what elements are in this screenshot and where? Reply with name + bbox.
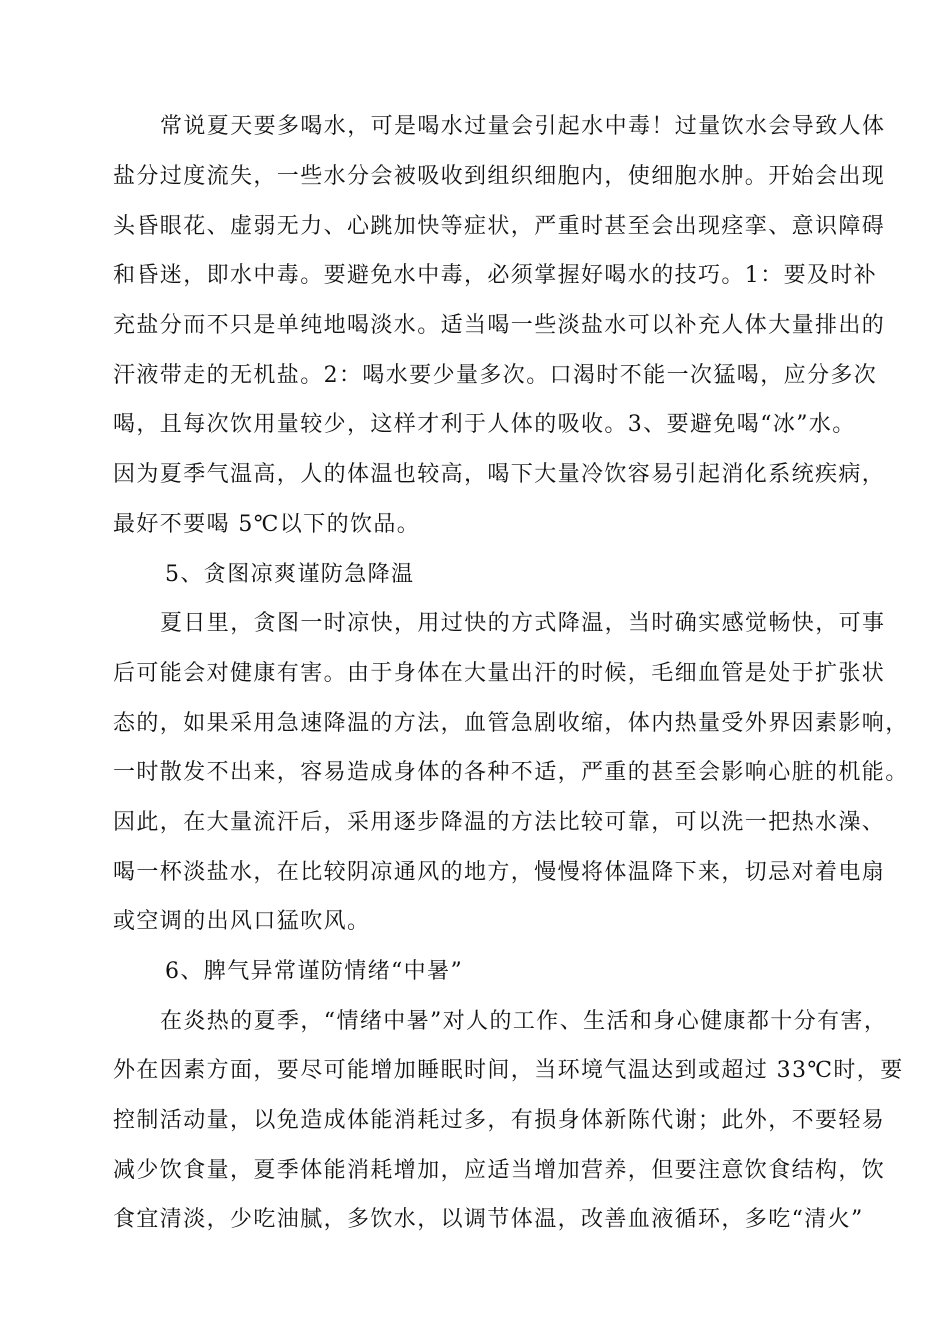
paragraph-line: 头昏眼花、虚弱无力、心跳加快等症状，严重时甚至会出现痉挛、意识障碍 — [113, 214, 886, 239]
paragraph-line: 喝，且每次饮用量较少，这样才利于人体的吸收。3、要避免喝“冰”水。 — [113, 412, 856, 437]
paragraph-line: 后可能会对健康有害。由于身体在大量出汗的时候，毛细血管是处于扩张状 — [113, 661, 886, 686]
paragraph-line: 和昏迷，即水中毒。要避免水中毒，必须掌握好喝水的技巧。1：要及时补 — [113, 263, 878, 288]
paragraph-line: 常说夏天要多喝水，可是喝水过量会引起水中毒！过量饮水会导致人体 — [160, 114, 886, 139]
paragraph-line: 因为夏季气温高，人的体温也较高，喝下大量冷饮容易引起消化系统疾病， — [113, 462, 886, 487]
paragraph-line: 食宜清淡，少吃油腻，多饮水，以调节体温，改善血液循环，多吃“清火” — [113, 1207, 864, 1232]
paragraph-line: 在炎热的夏季，“情绪中暑”对人的工作、生活和身心健康都十分有害， — [160, 1009, 888, 1034]
section-heading: 6、脾气异常谨防情绪“中暑” — [165, 959, 464, 984]
paragraph-line: 喝一杯淡盐水，在比较阴凉通风的地方，慢慢将体温降下来，切忌对着电扇 — [113, 860, 886, 885]
section-heading: 5、贪图凉爽谨防急降温 — [165, 562, 415, 587]
paragraph-line: 或空调的出风口猛吹风。 — [113, 909, 371, 934]
paragraph-line: 最好不要喝 5℃以下的饮品。 — [113, 512, 421, 537]
paragraph-line: 外在因素方面，要尽可能增加睡眠时间，当环境气温达到或超过 33℃时，要 — [113, 1058, 904, 1083]
paragraph-line: 因此，在大量流汗后，采用逐步降温的方法比较可靠，可以洗一把热水澡、 — [113, 810, 886, 835]
paragraph-line: 盐分过度流失，一些水分会被吸收到组织细胞内，使细胞水肿。开始会出现 — [113, 164, 886, 189]
paragraph-line: 减少饮食量，夏季体能消耗增加，应适当增加营养，但要注意饮食结构，饮 — [113, 1158, 886, 1183]
paragraph-line: 汗液带走的无机盐。2：喝水要少量多次。口渴时不能一次猛喝，应分多次 — [113, 363, 878, 388]
paragraph-line: 夏日里，贪图一时凉快，用过快的方式降温，当时确实感觉畅快，可事 — [160, 611, 886, 636]
paragraph-line: 一时散发不出来，容易造成身体的各种不适，严重的甚至会影响心脏的机能。 — [113, 760, 909, 785]
paragraph-line: 控制活动量，以免造成体能消耗过多，有损身体新陈代谢；此外，不要轻易 — [113, 1108, 886, 1133]
paragraph-line: 充盐分而不只是单纯地喝淡水。适当喝一些淡盐水可以补充人体大量排出的 — [113, 313, 886, 338]
paragraph-line: 态的，如果采用急速降温的方法，血管急剧收缩，体内热量受外界因素影响， — [113, 711, 909, 736]
